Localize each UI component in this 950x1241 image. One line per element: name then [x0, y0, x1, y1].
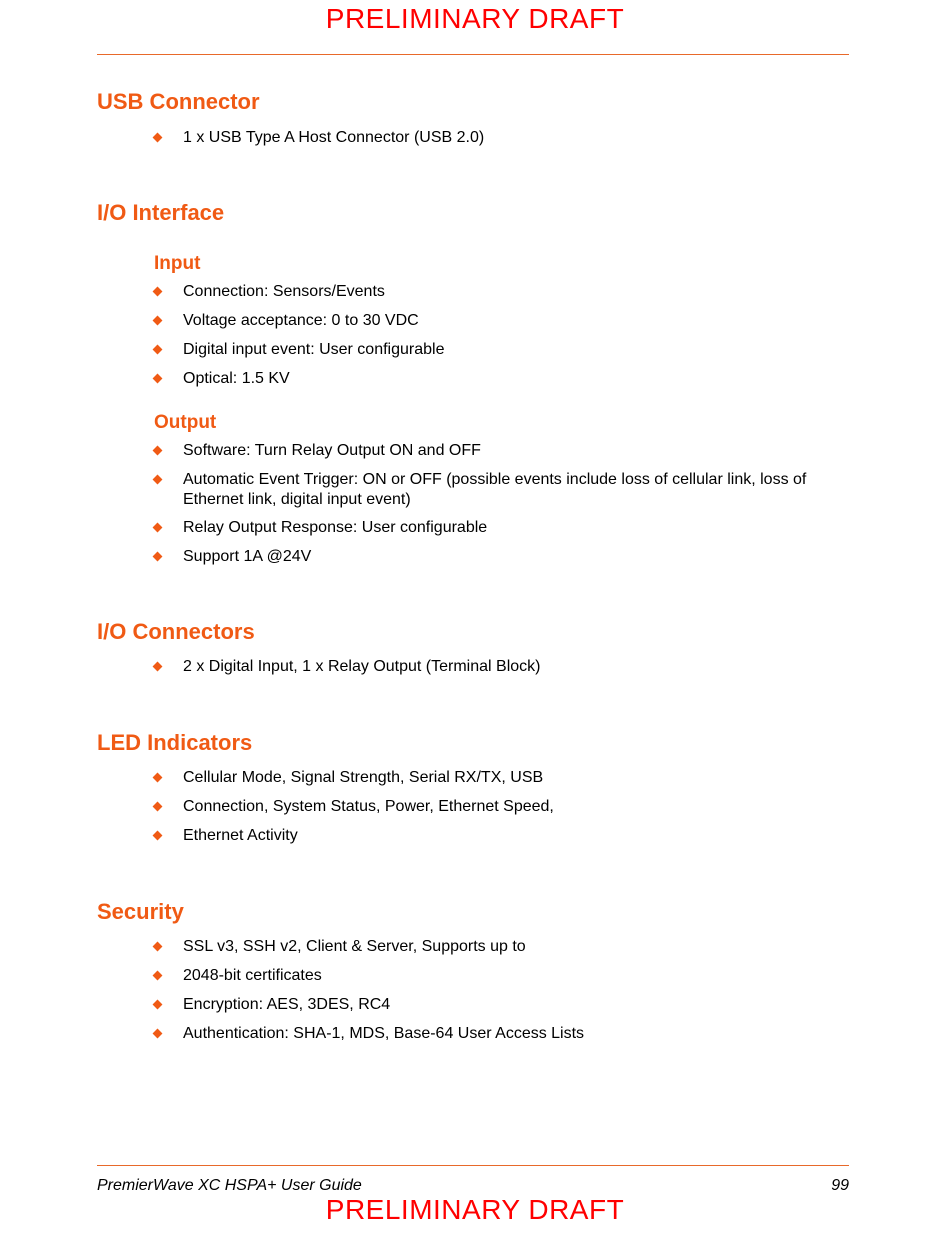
- list-item: Connection, System Status, Power, Ethernet Speed,: [154, 797, 844, 817]
- page-number: 99: [831, 1177, 849, 1194]
- heading-security: Security: [97, 899, 184, 924]
- list-item: Software: Turn Relay Output ON and OFF: [154, 441, 844, 461]
- list-item: Encryption: AES, 3DES, RC4: [154, 995, 844, 1015]
- list-item: 1 x USB Type A Host Connector (USB 2.0): [154, 128, 844, 148]
- header-rule: [97, 54, 849, 55]
- diamond-bullet-icon: [153, 475, 163, 485]
- subheading-input: Input: [154, 253, 201, 274]
- diamond-bullet-icon: [153, 316, 163, 326]
- heading-io-connectors: I/O Connectors: [97, 619, 255, 644]
- diamond-bullet-icon: [153, 446, 163, 456]
- list-item: Voltage acceptance: 0 to 30 VDC: [154, 311, 844, 331]
- list-item: SSL v3, SSH v2, Client & Server, Supports up to: [154, 937, 844, 957]
- diamond-bullet-icon: [153, 287, 163, 297]
- diamond-bullet-icon: [153, 552, 163, 562]
- draft-watermark-top: PRELIMINARY DRAFT: [325, 3, 625, 34]
- diamond-bullet-icon: [153, 345, 163, 355]
- list-item: 2 x Digital Input, 1 x Relay Output (Terminal Block): [154, 657, 844, 677]
- list-item: Cellular Mode, Signal Strength, Serial RX/TX, USB: [154, 768, 844, 788]
- list-item: Ethernet Activity: [154, 826, 844, 846]
- diamond-bullet-icon: [153, 971, 163, 981]
- diamond-bullet-icon: [153, 773, 163, 783]
- list-item: Optical: 1.5 KV: [154, 369, 844, 389]
- diamond-bullet-icon: [153, 523, 163, 533]
- diamond-bullet-icon: [153, 1000, 163, 1010]
- list-item: Support 1A @24V: [154, 547, 844, 567]
- heading-io-interface: I/O Interface: [97, 200, 225, 225]
- diamond-bullet-icon: [153, 831, 163, 841]
- diamond-bullet-icon: [153, 802, 163, 812]
- diamond-bullet-icon: [153, 942, 163, 952]
- footer-doc-title: PremierWave XC HSPA+ User Guide: [97, 1177, 362, 1194]
- subheading-output: Output: [154, 412, 217, 433]
- list-item: Digital input event: User configurable: [154, 340, 844, 360]
- list-item: Automatic Event Trigger: ON or OFF (possible events include loss of cellular link, loss of Ethernet link, digital input event): [154, 470, 844, 510]
- diamond-bullet-icon: [153, 374, 163, 384]
- heading-led-indicators: LED Indicators: [97, 730, 253, 755]
- list-item: Authentication: SHA-1, MDS, Base-64 User Access Lists: [154, 1024, 844, 1044]
- draft-watermark-bottom: PRELIMINARY DRAFT: [325, 1194, 625, 1225]
- list-item: Connection: Sensors/Events: [154, 282, 844, 302]
- list-item: Relay Output Response: User configurable: [154, 518, 844, 538]
- diamond-bullet-icon: [153, 662, 163, 672]
- footer-rule: [97, 1165, 849, 1166]
- diamond-bullet-icon: [153, 1029, 163, 1039]
- list-item: 2048-bit certificates: [154, 966, 844, 986]
- heading-usb-connector: USB Connector: [97, 89, 260, 114]
- diamond-bullet-icon: [153, 133, 163, 143]
